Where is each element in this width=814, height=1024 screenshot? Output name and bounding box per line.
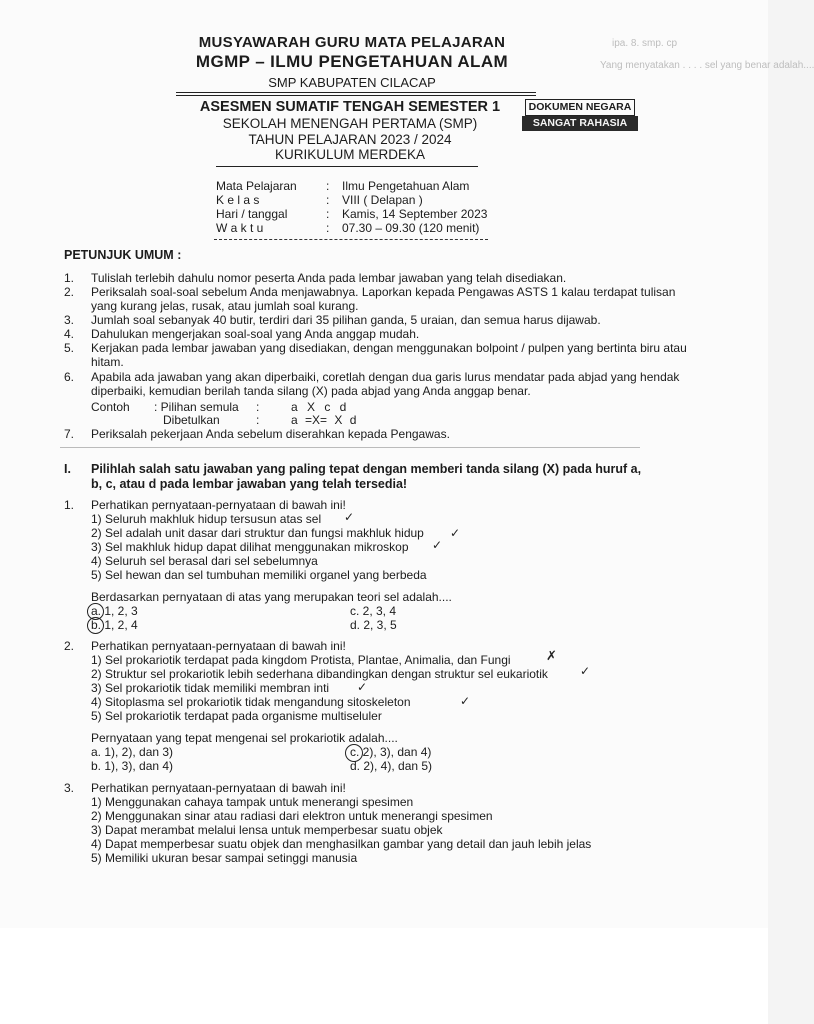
question-prompt: Perhatikan pernyataan-pernyataan di bawah ini!	[91, 781, 346, 795]
question-prompt: Perhatikan pernyataan-pernyataan di bawah ini!	[91, 498, 346, 512]
statement: 4) Seluruh sel berasal dari sel sebelumnya	[91, 554, 318, 568]
rule-text: Jumlah soal sebanyak 40 butir, terdiri dari 35 pilihan ganda, 5 uraian, dan semua harus dijawab.	[91, 313, 601, 327]
handwritten-check-mark: ✓	[357, 680, 368, 694]
rule-number: 2.	[64, 285, 75, 299]
option: d. 2), 4), dan 5)	[350, 759, 433, 773]
handwritten-cross-mark: ✗	[546, 648, 557, 663]
option: c. 2, 3, 4	[350, 604, 397, 618]
statement: 1) Menggunakan cahaya tampak untuk menerangi spesimen	[91, 795, 414, 809]
statement: 5) Memiliki ukuran besar sampai setinggi manusia	[91, 851, 358, 865]
statement: 3) Sel prokariotik tidak memiliki membran inti	[91, 681, 330, 695]
statement: 2) Struktur sel prokariotik lebih sederhana dibandingkan dengan struktur sel eukariotik	[91, 667, 548, 681]
example-corrected-marks: a =X= X d	[291, 413, 357, 427]
info-colon: :	[326, 179, 330, 193]
info-key: K e l a s	[216, 193, 260, 207]
option: b. 1), 3), dan 4)	[91, 759, 174, 773]
rule-number: 6.	[64, 370, 75, 384]
statement: 3) Sel makhluk hidup dapat dilihat menggunakan mikroskop	[91, 540, 409, 554]
rule-number: 4.	[64, 327, 75, 341]
academic-year: TAHUN PELAJARAN 2023 / 2024	[248, 132, 452, 147]
rules-divider	[60, 447, 640, 448]
question-prompt: Perhatikan pernyataan-pernyataan di bawah ini!	[91, 639, 346, 653]
statement: 1) Seluruh makhluk hidup tersusun atas sel	[91, 512, 322, 526]
rule-number: 7.	[64, 427, 75, 441]
region-title: SMP KABUPATEN CILACAP	[268, 75, 436, 90]
example-label: Contoh	[91, 400, 130, 414]
statement: 5) Sel hewan dan sel tumbuhan memiliki organel yang berbeda	[91, 568, 427, 582]
stamp-document: DOKUMEN NEGARA	[525, 99, 635, 116]
info-value: Kamis, 14 September 2023	[342, 207, 488, 221]
statement: 2) Sel adalah unit dasar dari struktur dan fungsi makhluk hidup	[91, 526, 424, 540]
example-colon: :	[256, 400, 260, 414]
mgmp-title: MGMP – ILMU PENGETAHUAN ALAM	[195, 52, 509, 71]
question-number: 3.	[64, 781, 75, 795]
info-colon: :	[326, 207, 330, 221]
info-key: Hari / tanggal	[216, 207, 288, 221]
rule-text: Dahulukan mengerjakan soal-soal yang Anda anggap mudah.	[91, 327, 420, 341]
statement: 2) Menggunakan sinar atau radiasi dari elektron untuk menerangi spesimen	[91, 809, 493, 823]
rule-text: Apabila ada jawaban yang akan diperbaiki, coretlah dengan dua garis lurus mendatar pada abjad yang hendak diperbaiki, kemudian berilah tanda silang (X) pada abjad yang Anda anggap benar.	[91, 370, 680, 398]
rule-number: 5.	[64, 341, 75, 355]
header-divider	[176, 95, 536, 96]
curriculum: KURIKULUM MERDEKA	[274, 147, 426, 162]
example-colon: :	[256, 413, 260, 427]
handwritten-check-mark: ✓	[460, 694, 471, 708]
scan-background	[0, 928, 768, 1024]
bleed-through-text: Yang menyatakan . . . . sel yang benar adalah....	[600, 60, 814, 71]
exam-title: ASESMEN SUMATIF TENGAH SEMESTER 1	[199, 99, 501, 115]
stamp-secret: SANGAT RAHASIA	[522, 116, 638, 131]
statement: 1) Sel prokariotik terdapat pada kingdom Protista, Plantae, Animalia, dan Fungi	[91, 653, 511, 667]
info-value: VIII ( Delapan )	[342, 193, 423, 207]
rule-text: Periksalah soal-soal sebelum Anda menjawabnya. Laporkan kepada Pengawas ASTS 1 kalau terdapat tulisan yang kurang jelas, rusak, atau jumlah soal kurang.	[91, 285, 676, 313]
info-value: 07.30 – 09.30 (120 menit)	[342, 221, 480, 235]
section-text: Pilihlah salah satu jawaban yang paling tepat dengan memberi tanda silang (X) pada huruf a, b, c, atau d pada lembar jawaban yang telah tersedia!	[91, 462, 642, 491]
info-colon: :	[326, 221, 330, 235]
instructions-heading: PETUNJUK UMUM :	[64, 248, 182, 262]
rule-text: Periksalah pekerjaan Anda sebelum diserahkan kepada Pengawas.	[91, 427, 450, 441]
handwritten-check-mark: ✓	[432, 538, 443, 552]
option: a. 1, 2, 3	[91, 604, 138, 618]
statement: 4) Sitoplasma sel prokariotik tidak mengandung sitoskeleton	[91, 695, 411, 709]
question-number: 1.	[64, 498, 75, 512]
example-original-marks: a X c d	[291, 400, 347, 414]
school-level: SEKOLAH MENENGAH PERTAMA (SMP)	[222, 116, 478, 131]
question-stem: Pernyataan yang tepat mengenai sel prokariotik adalah....	[91, 731, 398, 745]
rule-number: 3.	[64, 313, 75, 327]
question-stem: Berdasarkan pernyataan di atas yang merupakan teori sel adalah....	[91, 590, 452, 604]
option: c. 2), 3), dan 4)	[350, 745, 432, 759]
info-key: W a k t u	[216, 221, 264, 235]
rule-number: 1.	[64, 271, 75, 285]
org-title: MUSYAWARAH GURU MATA PELAJARAN	[198, 34, 506, 51]
answer-circle-mark	[87, 617, 104, 634]
answer-circle-mark	[345, 744, 363, 762]
info-value: Ilmu Pengetahuan Alam	[342, 179, 470, 193]
handwritten-check-mark: ✓	[580, 664, 591, 678]
handwritten-check-mark: ✓	[344, 510, 355, 524]
statement: 5) Sel prokariotik terdapat pada organisme multiseluler	[91, 709, 382, 723]
option: d. 2, 3, 5	[350, 618, 397, 632]
example-original-label: : Pilihan semula	[154, 400, 239, 414]
rule-text: Kerjakan pada lembar jawaban yang disediakan, dengan menggunakan bolpoint / pulpen yang bertinta biru atau hitam.	[91, 341, 687, 369]
info-dashed-divider	[214, 239, 488, 240]
info-colon: :	[326, 193, 330, 207]
example-corrected-label: Dibetulkan	[163, 413, 220, 427]
rule-text: Tulislah terlebih dahulu nomor peserta Anda pada lembar jawaban yang telah disediakan.	[91, 271, 567, 285]
title-divider	[216, 166, 478, 167]
header-divider	[176, 92, 536, 93]
statement: 3) Dapat merambat melalui lensa untuk memperbesar suatu objek	[91, 823, 443, 837]
bleed-through-text: ipa. 8. smp. cp	[612, 38, 678, 49]
question-number: 2.	[64, 639, 75, 653]
statement: 4) Dapat memperbesar suatu objek dan menghasilkan gambar yang detail dan jauh lebih jelas	[91, 837, 592, 851]
info-key: Mata Pelajaran	[216, 179, 297, 193]
option: a. 1), 2), dan 3)	[91, 745, 174, 759]
option: b. 1, 2, 4	[91, 618, 138, 632]
section-number: I.	[64, 462, 71, 476]
handwritten-check-mark: ✓	[450, 526, 461, 540]
